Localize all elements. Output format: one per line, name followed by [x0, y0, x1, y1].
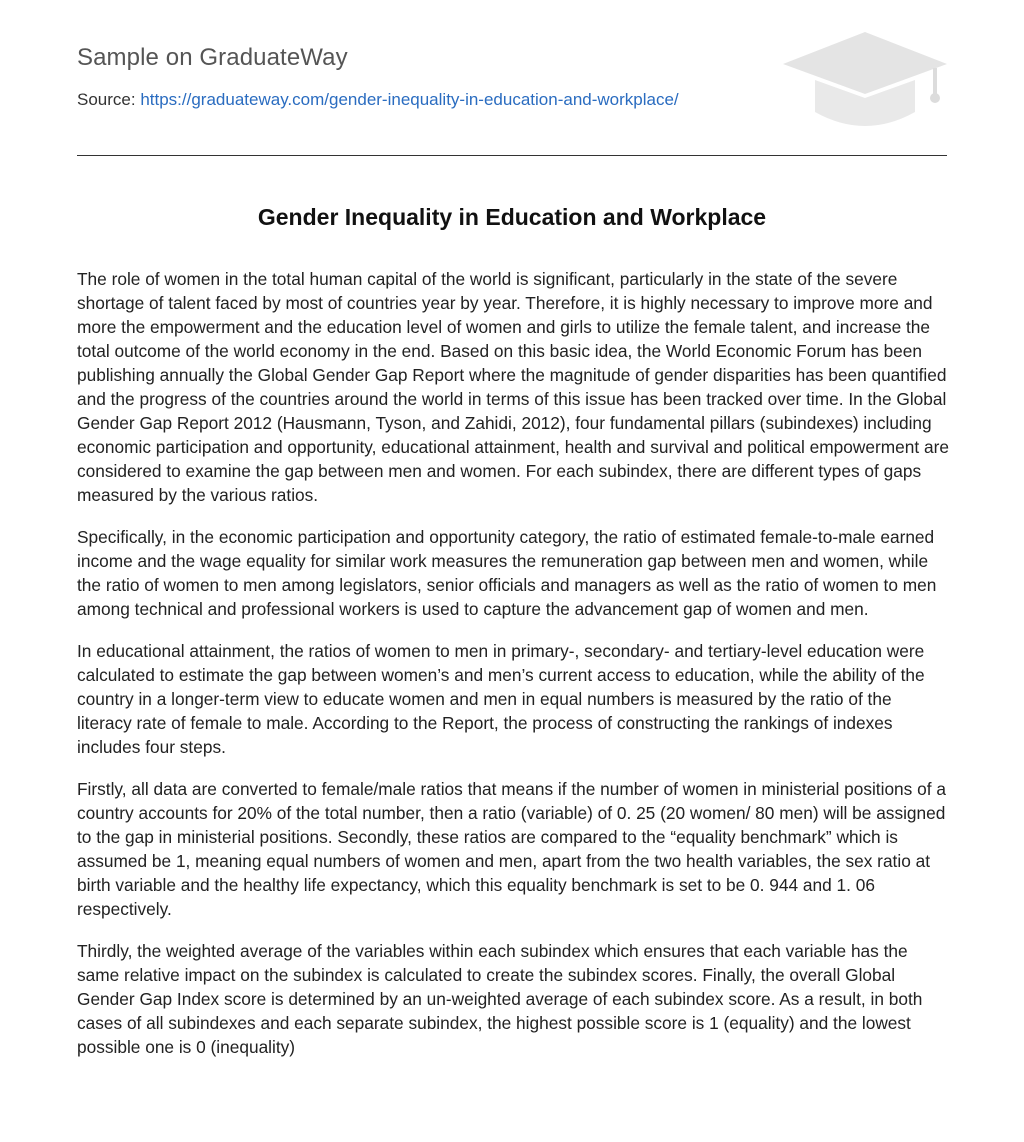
paragraph: Firstly, all data are converted to female/male ratios that means if the number of women in ministerial positions of a country accounts for 20% of the total number, then a ratio (variable) of 0. 25 (20 women/ 80 men) will be assigned to the gap in ministerial positions. Secondly, these ratios are compared to the “equality benchmark” which is assumed be 1, meaning equal numbers of women and men, apart from the two health variables, the sex ratio at birth variable and the healthy life expectancy, which this equality benchmark is set to be 0. 944 and 1. 06 respectively.	[77, 779, 946, 919]
paragraph: In educational attainment, the ratios of women to men in primary-, secondary- and tertiary-level education were calculated to estimate the gap between women’s and men’s current access to education, while the ability of the country in a longer-term view to educate women and men in equal numbers is measured by the ratio of the literacy rate of female to male. According to the Report, the process of constructing the rankings of indexes includes four steps.	[77, 641, 925, 757]
site-title: Sample on GraduateWay	[77, 44, 348, 71]
source-label: Source:	[77, 90, 136, 109]
paragraph: Thirdly, the weighted average of the variables within each subindex which ensures that each variable has the same relative impact on the subindex is calculated to create the subindex scores. Finally, the overall Global Gender Gap Index score is determined by an un-weighted average of each subindex score. As a result, in both cases of all subindexes and each separate subindex, the highest possible score is 1 (equality) and the lowest possible one is 0 (inequality)	[77, 941, 923, 1057]
paragraph: The role of women in the total human capital of the world is significant, particularly in the state of the severe shortage of talent faced by most of countries year by year. Therefore, it is highly necessary to improve more and more the empowerment and the education level of women and girls to utilize the female talent, and increase the total outcome of the world economy in the end. Based on this basic idea, the World Economic Forum has been publishing annually the Global Gender Gap Report where the magnitude of gender disparities has been quantified and the progress of the countries around the world in terms of this issue has been tracked over time. In the Global Gender Gap Report 2012 (Hausmann, Tyson, and Zahidi, 2012), four fundamental pillars (subindexes) including economic participation and opportunity, educational attainment, health and survival and political empowerment are considered to examine the gap between men and women. For each subindex, there are different types of gaps measured by the various ratios.	[77, 269, 949, 505]
article-body	[77, 267, 949, 1077]
source-line	[77, 90, 679, 110]
header-divider	[77, 155, 947, 156]
graduation-cap-icon	[781, 28, 949, 134]
source-link[interactable]: https://graduateway.com/gender-inequality-in-education-and-workplace/	[140, 90, 679, 109]
paragraph: Specifically, in the economic participation and opportunity category, the ratio of estimated female-to-male earned income and the wage equality for similar work measures the remuneration gap between men and women, while the ratio of women to men among legislators, senior officials and managers as well as the ratio of women to men among technical and professional workers is used to capture the advancement gap of women and men.	[77, 527, 937, 619]
article-title: Gender Inequality in Education and Workplace	[257, 204, 767, 230]
page-header	[77, 0, 947, 156]
